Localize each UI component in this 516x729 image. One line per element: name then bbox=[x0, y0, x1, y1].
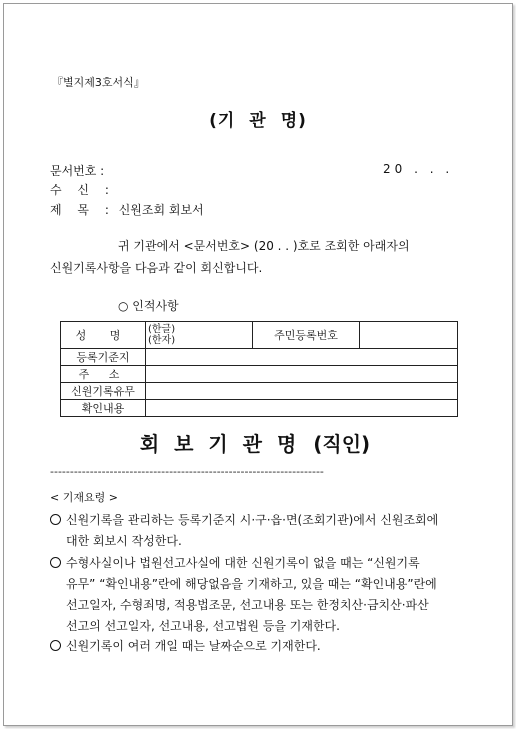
name-value-cell bbox=[146, 322, 253, 349]
circle-bullet-icon bbox=[50, 640, 61, 651]
hanja-label: (한자) bbox=[148, 335, 176, 346]
note-item: 신원기록이 여러 개일 때는 날짜순으로 기재한다. bbox=[50, 636, 321, 657]
confirmation-label: 확인내용 bbox=[61, 400, 146, 417]
section-title: ○ 인적사항 bbox=[118, 299, 179, 313]
reply-agency-title bbox=[0, 428, 516, 457]
body-line-2: 신원기록사항을 다음과 같이 회신합니다. bbox=[50, 261, 263, 275]
reply-agency-name: 회 보 기 관 명 bbox=[139, 432, 301, 456]
body-line-1: 귀 기관에서 <문서번호> (20 . . )호로 조회한 아래자의 bbox=[118, 239, 410, 253]
recipient-label: 수 신 : bbox=[50, 183, 115, 197]
subject-line bbox=[50, 201, 204, 218]
doc-number-label: 문서번호 : bbox=[50, 164, 105, 178]
agency-title bbox=[0, 106, 516, 131]
agency-title-close: 명) bbox=[280, 111, 307, 131]
table-value-cell bbox=[146, 400, 458, 417]
rrn-label: 주민등록번호 bbox=[253, 322, 360, 349]
table-row bbox=[61, 383, 458, 400]
notes-title: < 기재요령 > bbox=[50, 491, 118, 504]
name-label: 성 명 bbox=[61, 322, 146, 349]
table-row bbox=[61, 349, 458, 366]
personal-info-table bbox=[60, 321, 458, 417]
address-label: 주 소 bbox=[61, 366, 146, 383]
note-item: 수형사실이나 법원선고사실에 대한 신원기록이 없을 때는 “신원기록 유무” “확인내용”란에 해당없음을 기재하고, 있을 때는 “확인내용”란에 선고일자, 수형죄명, 적용법조문, 선고내용 또는 한정치산·금치산·파산 선고의 선고일자, 선고내용, 선고법원 등을 기재한다. bbox=[50, 553, 437, 637]
subject-value: 신원조회 회보서 bbox=[118, 203, 204, 217]
date-field: 20 . . . bbox=[383, 162, 454, 176]
agency-title-open: (기 bbox=[209, 111, 236, 131]
table-row bbox=[61, 400, 458, 417]
form-label: 『별지제3호서식』 bbox=[52, 76, 145, 89]
rrn-value-cell bbox=[360, 322, 458, 349]
note-item: 신원기록을 관리하는 등록기준지 시·구·읍·면(조회기관)에서 신원조회에 대한 회보시 작성한다. bbox=[50, 510, 438, 552]
subject-label: 제 목 : bbox=[50, 203, 115, 217]
divider: --------------------------------------------------------------------- bbox=[50, 465, 324, 478]
circle-bullet-icon bbox=[50, 514, 61, 525]
circle-bullet-icon bbox=[50, 557, 61, 568]
official-seal-label: (직인) bbox=[313, 432, 371, 456]
record-existence-label: 신원기록유무 bbox=[61, 383, 146, 400]
table-value-cell bbox=[146, 383, 458, 400]
hangul-label: (한글) bbox=[148, 324, 176, 335]
table-row bbox=[61, 366, 458, 383]
table-value-cell bbox=[146, 366, 458, 383]
table-row bbox=[61, 322, 458, 349]
table-value-cell bbox=[146, 349, 458, 366]
registration-base-label: 등록기준지 bbox=[61, 349, 146, 366]
agency-title-mid: 관 bbox=[249, 111, 267, 131]
